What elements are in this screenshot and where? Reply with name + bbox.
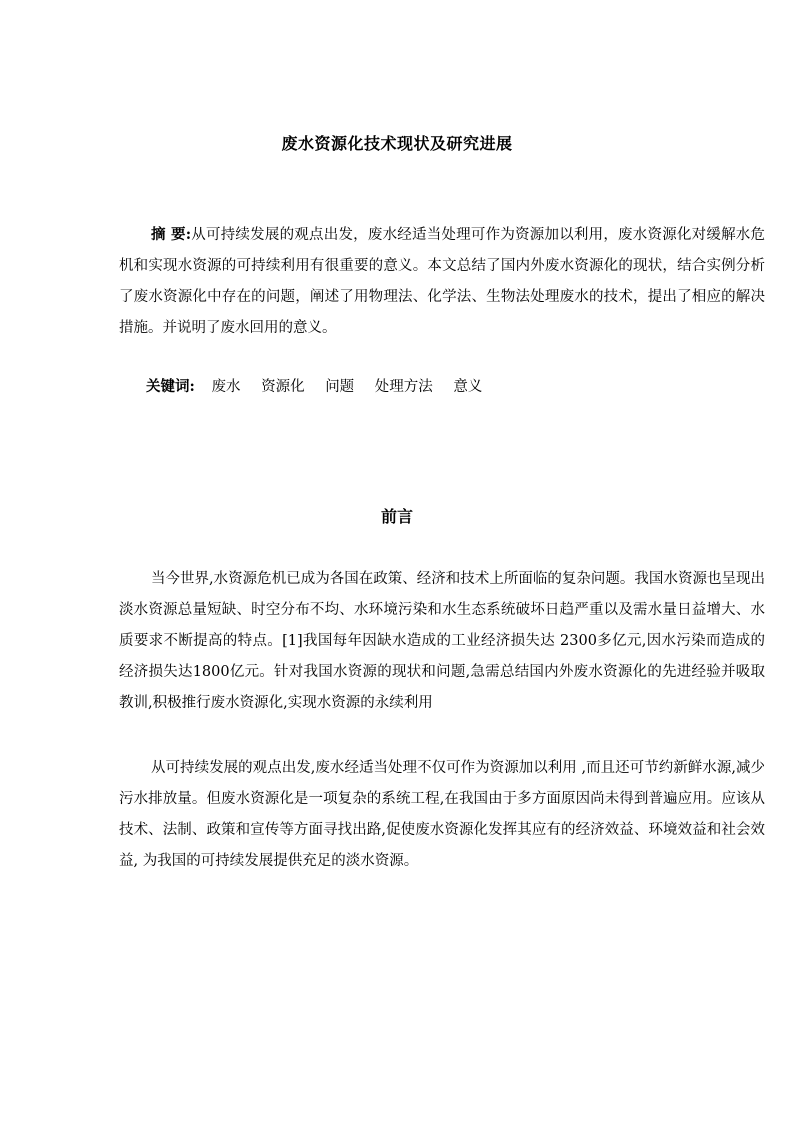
preface-paragraph: 从可持续发展的观点出发,废水经适当处理不仅可作为资源加以利用 ,而且还可节约新鲜水源,减少污水排放量。但废水资源化是一项复杂的系统工程,在我国由于多方面原因尚未得到普遍应用。应该从技术、法制、政策和宣传等方面寻找出路,促使废水资源化发挥其应有的经济效益、环境效益和社会效益, 为我国的可持续发展提供充足的淡水资源。: [119, 760, 765, 869]
keyword-item: 废水: [211, 379, 241, 395]
keyword-item: 资源化: [261, 379, 305, 395]
keywords-label: 关键词:: [146, 378, 195, 395]
abstract-paragraph: [119, 219, 765, 344]
preface-heading: 前言: [380, 507, 413, 526]
abstract-text: 从可持续发展的观点出发，废水经适当处理可作为资源加以利用，废水资源化对缓解水危机和实现水资源的可持续利用有很重要的意义。本文总结了国内外废水资源化的现状，结合实例分析了废水资源化中存在的问题，阐述了用物理法、化学法、生物法处理废水的技术，提出了相应的解决措施。并说明了废水回用的意义。: [119, 227, 766, 336]
abstract-label: 摘 要:: [151, 226, 192, 243]
keyword-item: 处理方法: [374, 379, 433, 395]
preface-paragraph: 当今世界,水资源危机已成为各国在政策、经济和技术上所面临的复杂问题。我国水资源也呈现出淡水资源总量短缺、时空分布不均、水环境污染和水生态系统破坏日趋严重以及需水量日益增大、水质要求不断提高的特点。[1]我国每年因缺水造成的工业经济损失达 2300多亿元,因水污染而造成的经济损失达1800亿元。针对我国水资源的现状和问题,急需总结国内外废水资源化的先进经验并吸取教训,积极推行废水资源化,实现水资源的永续利用: [119, 571, 765, 711]
document-title: 废水资源化技术现状及研究进展: [281, 134, 513, 153]
keyword-item: 意义: [453, 379, 483, 395]
keywords-line: [146, 374, 498, 400]
keyword-item: 问题: [325, 379, 355, 395]
